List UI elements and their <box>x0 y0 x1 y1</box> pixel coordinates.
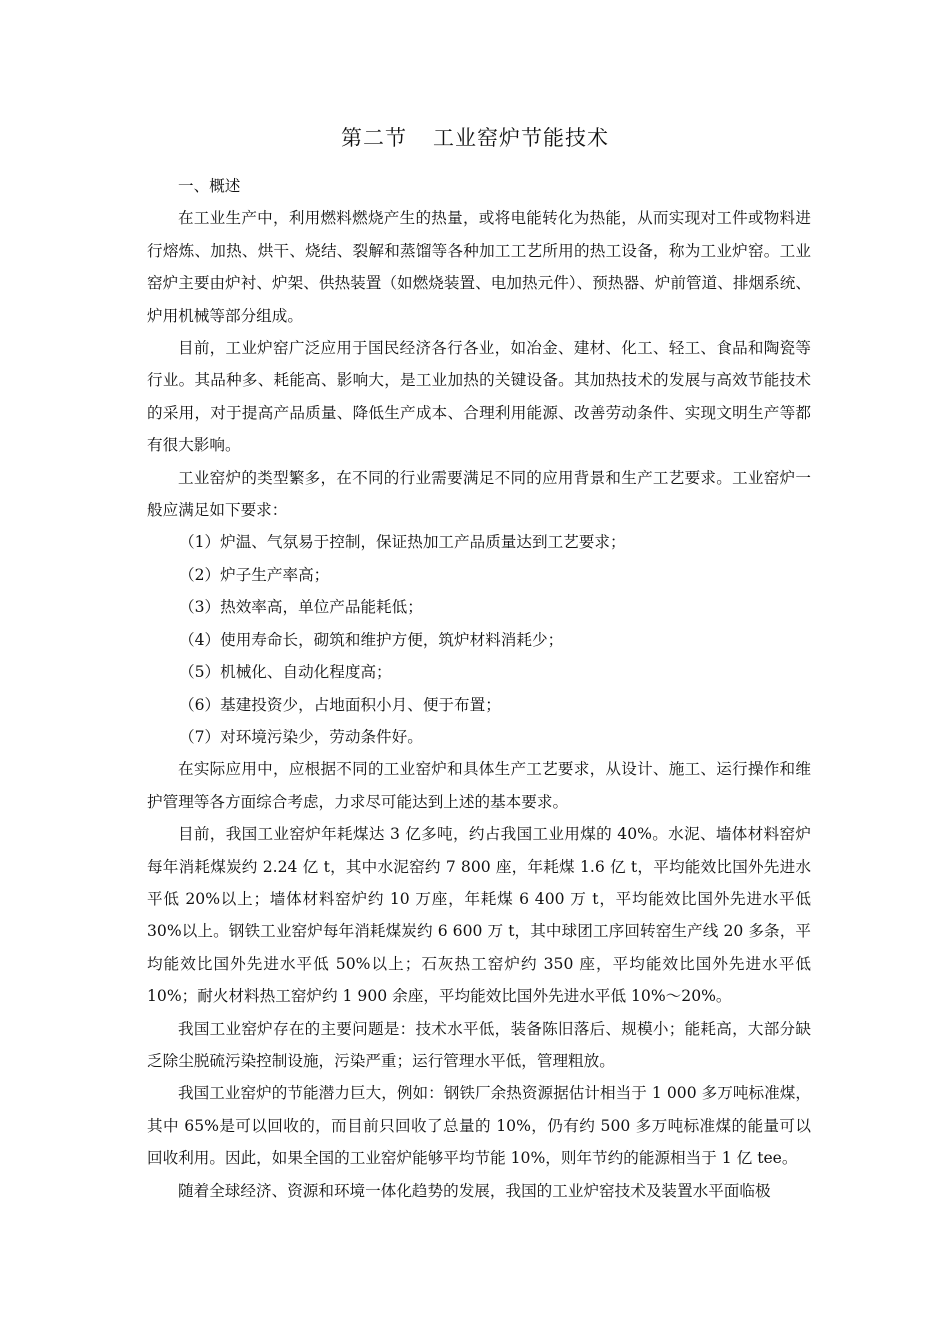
paragraph: 我国工业窑炉的节能潜力巨大，例如：钢铁厂余热资源据估计相当于 1 000 多万吨标准煤，其中 65%是可以回收的，而目前只回收了总量的 10%，仍有约 500 多万吨标准煤的能量可以回收利用。因此，如果全国的工业窑炉能够平均节能 10%，则年节约的能源相当于 1 亿 tee。 <box>147 1084 811 1168</box>
section-number: 第二节 <box>341 126 407 150</box>
requirement-item: （5）机械化、自动化程度高； <box>179 663 392 682</box>
section-title <box>0 122 950 152</box>
requirement-item: （3）热效率高，单位产品能耗低； <box>179 598 423 617</box>
requirement-item: （6）基建投资少，占地面积小月、便于布置； <box>179 695 501 714</box>
paragraph: 我国工业窑炉存在的主要问题是：技术水平低，装备陈旧落后、规模小；能耗高，大部分缺乏除尘脱硫污染控制设施，污染严重；运行管理水平低，管理粗放。 <box>147 1019 811 1070</box>
requirement-item: （4）使用寿命长，砌筑和维护方便，筑炉材料消耗少； <box>179 630 564 649</box>
heading-overview: 一、概述 <box>178 177 241 195</box>
requirement-item: （7）对环境污染少，劳动条件好。 <box>179 727 423 746</box>
paragraph: 随着全球经济、资源和环境一体化趋势的发展，我国的工业炉窑技术及装置水平面临极 <box>178 1181 771 1200</box>
requirement-item: （2）炉子生产率高； <box>179 565 330 584</box>
section-name: 工业窑炉节能技术 <box>433 126 609 150</box>
requirement-item: （1）炉温、气氛易于控制，保证热加工产品质量达到工艺要求； <box>179 533 626 552</box>
paragraph: 目前，工业炉窑广泛应用于国民经济各行各业，如冶金、建材、化工、轻工、食品和陶瓷等行业。其品种多、耗能高、影响大，是工业加热的关键设备。其加热技术的发展与高效节能技术的采用，对于提高产品质量、降低生产成本、合理利用能源、改善劳动条件、实现文明生产等都有很大影响。 <box>147 339 811 455</box>
paragraph: 目前，我国工业窑炉年耗煤达 3 亿多吨，约占我国工业用煤的 40%。水泥、墙体材料窑炉每年消耗煤炭约 2.24 亿 t，其中水泥窑约 7 800 座，年耗煤 1.6 亿 t，平均能效比国外先进水平低 20%以上；墙体材料窑炉约 10 万座，年耗煤 6 400 万 t，平均能效比国外先进水平低 30%以上。钢铁工业窑炉每年消耗煤炭约 6 600 万 t，其中球团工序回转窑生产线 20 多条，平均能效比国外先进水平低 50%以上；石灰热工窑炉约 350 座，平均能效比国外先进水平低 10%；耐火材料热工窑炉约 1 900 余座，平均能效比国外先进水平低 10%～20%。 <box>147 825 811 1006</box>
paragraph: 在实际应用中，应根据不同的工业窑炉和具体生产工艺要求，从设计、施工、运行操作和维护管理等各方面综合考虑，力求尽可能达到上述的基本要求。 <box>147 760 811 811</box>
paragraph: 工业窑炉的类型繁多，在不同的行业需要满足不同的应用背景和生产工艺要求。工业窑炉一般应满足如下要求： <box>147 468 811 520</box>
paragraph: 在工业生产中，利用燃料燃烧产生的热量，或将电能转化为热能，从而实现对工件或物料进行熔炼、加热、烘干、烧结、裂解和蒸馏等各种加工工艺所用的热工设备，称为工业炉窑。工业窑炉主要由炉衬、炉架、供热装置（如燃烧装置、电加热元件）、预热器、炉前管道、排烟系统、炉用机械等部分组成。 <box>147 209 811 325</box>
document-body <box>147 170 811 1207</box>
